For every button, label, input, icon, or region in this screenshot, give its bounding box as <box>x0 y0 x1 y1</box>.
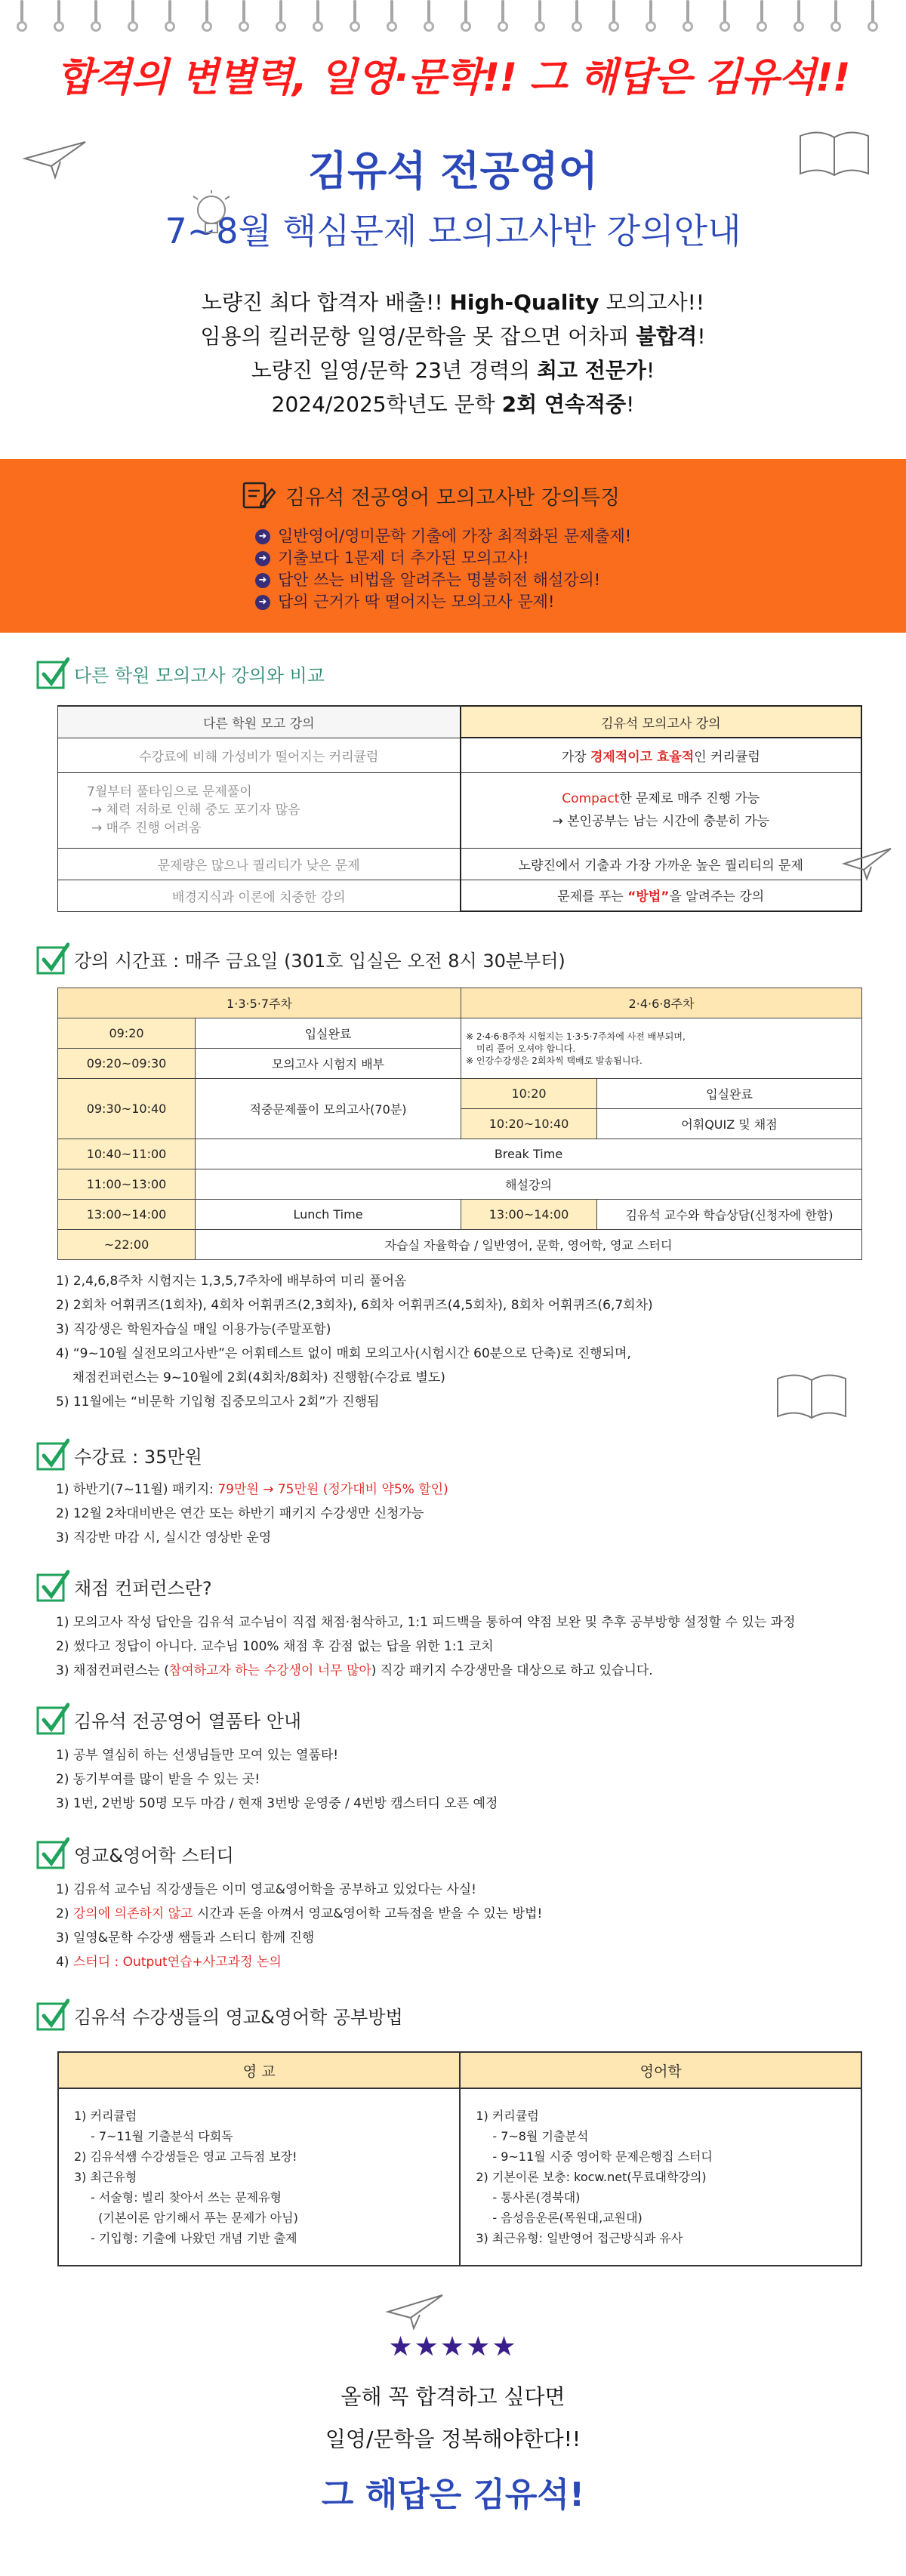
fee-section <box>0 1437 906 1550</box>
list-item: 5) 11월에는 “비문학 기입형 집중모의고사 2회”가 진행됨 <box>56 1394 380 1410</box>
checkmark-icon <box>36 1702 69 1736</box>
binder-ring <box>609 0 619 33</box>
list-item: 채점컨퍼런스는 9~10월에 2회(4회차/8회차) 진행함(수강료 별도) <box>56 1370 445 1385</box>
binder-ring <box>683 0 693 33</box>
table-row: 7월부터 풀타임으로 문제풀이 → 체력 저하로 인해 중도 포기자 많음 → 매주 진행 어려움 Compact한 문제로 매주 진행 가능 → 본인공부는 남는 시간에 충분히 가능 <box>58 772 862 848</box>
list-item: 3) 직강반 마감 시, 실시간 영상반 운영 <box>56 1530 272 1545</box>
table-row: 09:30~10:40 적중문제풀이 모의고사(70분) 10:20 입실완료 <box>58 1079 862 1109</box>
rating-stars: ★★★★★ <box>388 2331 518 2362</box>
list-item: 3) 1번, 2번방 50명 모두 마감 / 현재 3번방 운영중 / 4번방 캠스터디 오픈 예정 <box>56 1796 498 1811</box>
method-table <box>57 2051 862 2266</box>
footer <box>0 2292 906 2542</box>
binder-ring <box>387 0 397 33</box>
list-item: 3) 채점컨퍼런스는 (참여하고자 하는 수강생이 너무 많아) 직강 패키지 수강생만을 대상으로 하고 있습니다. <box>56 1663 653 1678</box>
binder-ring <box>830 0 841 33</box>
page-subtitle: 7~8월 핵심문제 모의고사반 강의안내 <box>165 211 741 251</box>
binder-rings <box>0 0 906 45</box>
hero <box>0 45 906 421</box>
binder-ring <box>313 0 323 33</box>
feature-list <box>255 525 631 613</box>
arrow-circle-icon: ➜ <box>255 573 270 588</box>
binder-ring <box>54 0 64 33</box>
table-header: 영어학 <box>460 2052 861 2088</box>
feature-band <box>0 459 906 633</box>
fee-list <box>56 1478 906 1550</box>
list-item: 2) 2회차 어휘퀴즈(1회차), 4회차 어휘퀴즈(2,3회차), 6회차 어휘퀴즈(4,5회차), 8회차 어휘퀴즈(6,7회차) <box>56 1298 653 1313</box>
list-item: ➜ 답안 쓰는 비법을 알려주는 명불허전 해설강의! <box>255 569 631 591</box>
hero-line: 2024/2025학년도 문학 2회 연속적중! <box>271 392 635 417</box>
table-row: 13:00~14:00 Lunch Time 13:00~14:00 김유석 교수와 학습상담(신청자에 한함) <box>58 1200 862 1230</box>
footer-line: 일영/문학을 정복해야한다!! <box>325 2427 581 2451</box>
conference-section <box>0 1568 906 1683</box>
binder-ring <box>794 0 804 33</box>
hero-line: 노량진 최다 합격자 배출!! High-Quality 모의고사!! <box>201 290 705 315</box>
hero-line: 노량진 일영/문학 23년 경력의 최고 전문가! <box>251 358 655 383</box>
arrow-circle-icon: ➜ <box>255 595 270 610</box>
binder-ring <box>128 0 138 33</box>
checkmark-icon <box>36 656 69 691</box>
list-item: 2) 썼다고 정답이 아니다. 교수님 100% 채점 후 감점 없는 답을 위한 1:1 코치 <box>56 1639 494 1654</box>
list-item: 3) 직강생은 학원자습실 매일 이용가능(주말포함) <box>56 1322 331 1337</box>
table-row: 09:20~09:30 모의고사 시험지 배부 <box>58 1049 862 1079</box>
footer-line: 올해 꼭 합격하고 싶다면 <box>341 2384 565 2409</box>
binder-ring <box>202 0 212 33</box>
open-book-icon <box>770 1363 853 1424</box>
lightbulb-icon <box>189 189 234 249</box>
binder-ring <box>350 0 360 33</box>
binder-ring <box>572 0 582 33</box>
open-book-icon <box>793 121 876 181</box>
binder-ring <box>165 0 175 33</box>
method-section <box>0 1997 906 2266</box>
list-item: ➜ 기출보다 1문제 더 추가된 모의고사! <box>255 547 631 569</box>
binder-ring <box>720 0 730 33</box>
table-header: 다른 학원 모고 강의 <box>58 706 461 738</box>
passion-list <box>56 1743 906 1816</box>
table-row: 10:40~11:00 Break Time <box>58 1139 862 1169</box>
binder-ring <box>91 0 101 33</box>
list-item: ➜ 일반영어/영미문학 기출에 가장 최적화된 문제출제! <box>255 525 631 547</box>
schedule-table <box>57 988 862 1260</box>
table-header: 1·3·5·7주차 <box>58 988 461 1018</box>
compare-section <box>0 655 906 912</box>
list-item: 2) 12월 2차대비반은 연간 또는 하반기 패키지 수강생만 신청가능 <box>56 1506 424 1521</box>
passion-section <box>0 1701 906 1816</box>
table-header: 김유석 모의고사 강의 <box>461 706 862 738</box>
arrow-circle-icon: ➜ <box>255 551 270 566</box>
section-title: 채점 컨퍼런스란? <box>74 1577 212 1599</box>
list-item: 3) 일영&문학 수강생 쌤들과 스터디 함께 진행 <box>56 1930 315 1946</box>
table-row: 배경지식과 이론에 치중한 강의 문제를 푸는 “방법”을 알려주는 강의 <box>58 880 862 911</box>
list-item: 1) 2,4,6,8주차 시험지는 1,3,5,7주차에 배부하여 미리 풀어옴 <box>56 1274 407 1289</box>
paper-plane-icon <box>841 844 894 882</box>
binder-ring <box>535 0 545 33</box>
binder-ring <box>757 0 767 33</box>
checkmark-icon <box>36 1569 69 1604</box>
table-header: 2·4·6·8주차 <box>461 988 862 1018</box>
method-left: 1) 커리큘럼 - 7~11월 기출분석 다회독 2) 김유석쌤 수강생들은 영교 고득점 보장! 3) 최근유형 - 서술형: 빌리 찾아서 쓰는 문제유형 (기본이론 암기해서 푸는 문제가 아님) - 기입형: 기출에 나왔던 개념 기반 출제 <box>58 2088 460 2266</box>
hero-line: 임용의 킬러문항 일영/문학을 못 잡으면 어차피 불합격! <box>200 324 706 349</box>
hero-banner: 합격의 변별력, 일영·문학!! 그 해답은 김유석!! <box>56 55 850 100</box>
list-item: 1) 하반기(7~11월) 패키지: 79만원 → 75만원 (정가대비 약5% 할인) <box>56 1482 448 1497</box>
table-row: 11:00~13:00 해설강의 <box>58 1169 862 1200</box>
list-item: 2) 강의에 의존하지 않고 시간과 돈을 아껴서 영교&영어학 고득점을 받을 수 있는 방법! <box>56 1906 543 1921</box>
checkmark-icon <box>36 1998 69 2032</box>
section-title: 다른 학원 모의고사 강의와 비교 <box>74 664 325 686</box>
method-right: 1) 커리큘럼 - 7~8월 기출분석 - 9~11월 시중 영어학 문제은행집 스터디 2) 기본이론 보충: kocw.net(무료대학강의) - 통사론(경북대) - 음성음운론(목원대,교원대) 3) 최근유형: 일반영어 접근방식과 유사 <box>460 2088 861 2266</box>
binder-ring <box>461 0 471 33</box>
binder-ring <box>239 0 249 33</box>
studygroup-list <box>56 1878 906 1974</box>
table-header: 영 교 <box>58 2052 460 2088</box>
binder-ring <box>17 0 27 33</box>
list-item: ➜ 답의 근거가 딱 떨어지는 모의고사 문제! <box>255 591 631 613</box>
checkmark-icon <box>36 1836 69 1871</box>
table-row: ~22:00 자습실 자율학습 / 일반영어, 문학, 영어학, 영교 스터디 <box>58 1230 862 1260</box>
table-row: 문제량은 많으나 퀄리티가 낮은 문제 노량진에서 기출과 가장 가까운 높은 퀄리티의 문제 <box>58 848 862 880</box>
binder-ring <box>867 0 878 33</box>
section-title: 김유석 전공영어 열품타 안내 <box>74 1710 302 1732</box>
list-item: 2) 동기부여를 많이 받을 수 있는 곳! <box>56 1772 260 1787</box>
section-title: 강의 시간표 : 매주 금요일 (301호 입실은 오전 8시 30분부터) <box>74 950 565 972</box>
binder-ring <box>498 0 508 33</box>
section-title: 영교&영어학 스터디 <box>74 1844 234 1866</box>
checkmark-icon <box>36 941 69 976</box>
section-title: 김유석 수강생들의 영교&영어학 공부방법 <box>74 2006 403 2028</box>
table-row: 09:20 입실완료 ※ 2·4·6·8주차 시험지는 1·3·5·7주차에 사전 배부되며, 미리 풀어 오셔야 합니다. ※ 인강수강생은 2회차씩 택배로 발송됩니다. <box>58 1018 862 1049</box>
binder-ring <box>424 0 434 33</box>
paper-plane-icon <box>21 136 89 181</box>
list-item: 4) 스터디 : Output연습+사고과정 논의 <box>56 1955 282 1970</box>
table-row: 10:20~10:40 어휘QUIZ 및 채점 <box>58 1109 862 1139</box>
page-title: 김유석 전공영어 <box>308 147 598 195</box>
footer-answer: 그 해답은 김유석! <box>321 2476 585 2514</box>
conference-list <box>56 1610 906 1683</box>
compare-table <box>57 705 862 912</box>
hero-lines <box>0 285 906 421</box>
list-item: 1) 모의고사 작성 답안을 김유석 교수님이 직접 채점·첨삭하고, 1:1 피드백을 통하여 약점 보완 및 추후 공부방향 설정할 수 있는 과정 <box>56 1615 796 1630</box>
feature-title: 김유석 전공영어 모의고사반 강의특징 <box>242 480 620 510</box>
pen-note-icon <box>242 480 276 510</box>
binder-ring <box>646 0 656 33</box>
table-row: 수강료에 비해 가성비가 떨어지는 커리큘럼 가장 경제적이고 효율적인 커리큘럼 <box>58 738 862 772</box>
schedule-note: ※ 2·4·6·8주차 시험지는 1·3·5·7주차에 사전 배부되며, 미리 풀어 오셔야 합니다. ※ 인강수강생은 2회차씩 택배로 발송됩니다. <box>461 1018 862 1079</box>
studygroup-section <box>0 1835 906 1974</box>
list-item: 1) 공부 열심히 하는 선생님들만 모여 있는 열품타! <box>56 1748 339 1763</box>
table-row <box>58 2088 861 2266</box>
paper-plane-icon <box>385 2289 445 2331</box>
section-title: 수강료 : 35만원 <box>74 1446 202 1468</box>
arrow-circle-icon: ➜ <box>255 529 270 544</box>
list-item: 4) “9~10월 실전모의고사반”은 어휘테스트 없이 매회 모의고사(시험시간 60분으로 단축)로 진행되며, <box>56 1346 631 1361</box>
binder-ring <box>276 0 286 33</box>
list-item: 1) 김유석 교수님 직강생들은 이미 영교&영어학을 공부하고 있었다는 사실! <box>56 1882 476 1897</box>
schedule-section <box>0 941 906 1414</box>
checkmark-icon <box>36 1437 69 1472</box>
